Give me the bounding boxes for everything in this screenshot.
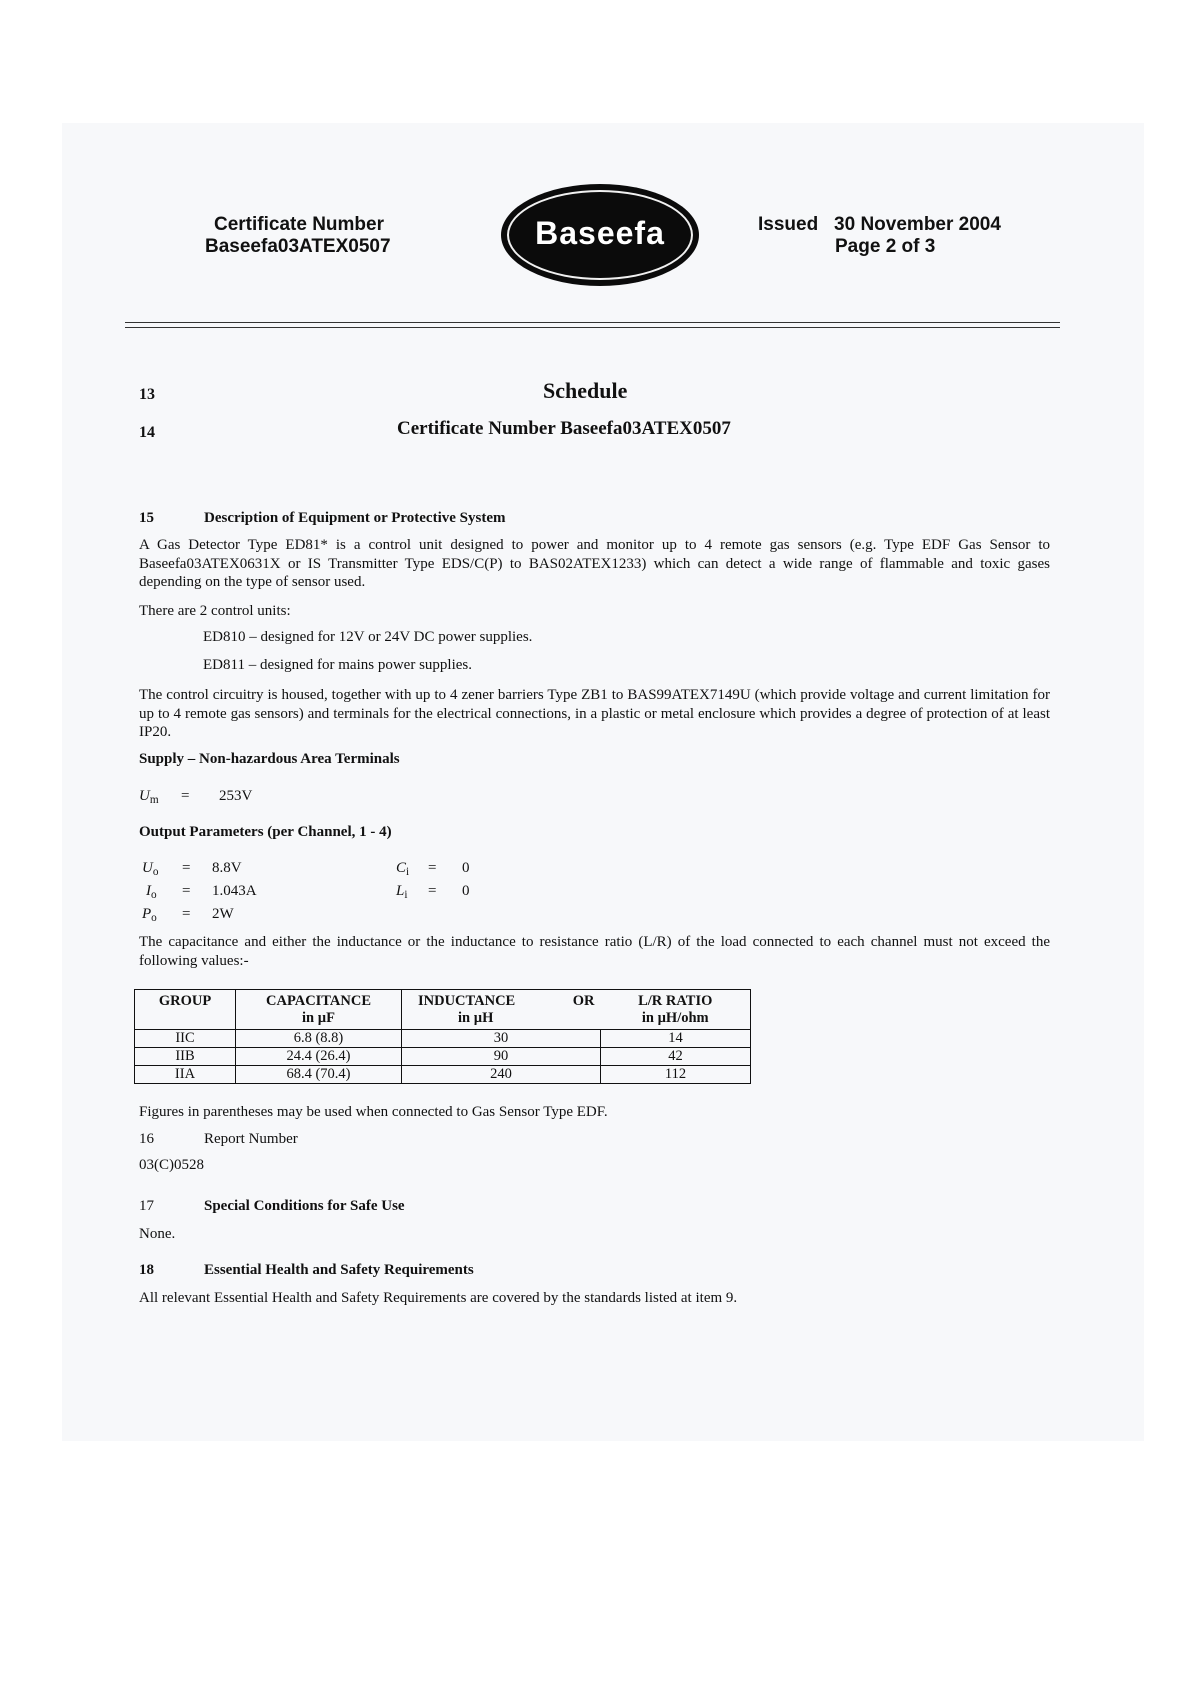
scanned-page-area [62, 123, 1144, 1441]
section-15-number: 15 [139, 510, 154, 526]
enclosure-paragraph: The control circuitry is housed, together with up to 4 zener barriers Type ZB1 to BAS99ATEX7149U (which provide voltage and current limitation for up to 4 remote gas sensors) and terminals for the electrical connections, in a plastic or metal enclosure which provides a degree of protection of at least IP20. [139, 687, 1050, 740]
section-16-number: 16 [139, 1131, 154, 1147]
um-symbol: U [139, 788, 150, 804]
um-value: 253V [219, 788, 253, 804]
supply-heading: Supply – Non-hazardous Area Terminals [139, 751, 400, 767]
table-row: IIC 6.8 (8.8) 30 14 [135, 1030, 751, 1048]
um-subscript: m [149, 793, 159, 806]
baseefa-logo [501, 184, 699, 286]
param-li: $L_i = 0$ [396, 882, 470, 901]
section-18-heading: Essential Health and Safety Requirements [204, 1262, 474, 1278]
item-number-13: 13 [139, 386, 155, 403]
control-units-intro: There are 2 control units: [139, 603, 291, 619]
section-18-number: 18 [139, 1262, 154, 1278]
schedule-title: Schedule [543, 378, 628, 403]
parentheses-note: Figures in parentheses may be used when connected to Gas Sensor Type EDF. [139, 1104, 608, 1120]
param-io: $I_o = 1.043A$ [146, 882, 257, 901]
issued-line [758, 214, 1001, 236]
section-16-heading: Report Number [204, 1131, 298, 1147]
control-unit-ed811: ED811 – designed for mains power supplies. [203, 657, 472, 673]
page-indicator: Page 2 of 3 [835, 236, 936, 257]
output-parameters-heading: Output Parameters (per Channel, 1 - 4) [139, 824, 392, 840]
special-conditions-value: None. [139, 1226, 176, 1242]
certificate-number-label: Certificate Number [214, 214, 384, 235]
header-group: GROUP [135, 990, 236, 1030]
description-paragraph: A Gas Detector Type ED81* is a control unit designed to power and monitor up to 4 remote gas sensors (e.g. Type EDF Gas Sensor to Baseefa03ATEX0631X or IS Transmitter Type EDS/C(P) to BAS02ATEX1233) which can detect a wide range of flammable and toxic gases depending on the type of sensor used. [139, 537, 1050, 590]
table-header-row [135, 990, 751, 1030]
section-17-number: 17 [139, 1198, 154, 1214]
header-lr-ratio: L/R RATIO in µH/ohm [601, 990, 751, 1030]
ehsr-statement: All relevant Essential Health and Safety Requirements are covered by the standards listed at item 9. [139, 1290, 738, 1306]
schedule-subtitle: Certificate Number Baseefa03ATEX0507 [397, 418, 731, 439]
control-unit-ed810: ED810 – designed for 12V or 24V DC power supplies. [203, 629, 533, 645]
item-number-14: 14 [139, 424, 155, 441]
header-inductance: INDUCTANCE in µH OR [402, 990, 601, 1030]
section-17-heading: Special Conditions for Safe Use [204, 1198, 405, 1214]
load-limits-table [134, 989, 751, 1084]
report-number: 03(C)0528 [139, 1157, 204, 1173]
um-parameter [139, 788, 252, 806]
header-rule-bottom [125, 327, 1060, 328]
section-15-heading: Description of Equipment or Protective System [204, 510, 506, 526]
param-ci: $C_i = 0$ [396, 860, 470, 878]
table-row: IIA 68.4 (70.4) 240 112 [135, 1066, 751, 1084]
header-or: OR [572, 993, 595, 1009]
table-row: IIB 24.4 (26.4) 90 42 [135, 1048, 751, 1066]
param-uo: $U_o = 8.8V$ [142, 860, 242, 878]
issued-label: Issued [758, 214, 819, 235]
issued-date: 30 November 2004 [834, 214, 1001, 235]
logo-text: Baseefa [535, 215, 665, 251]
param-po: $P_o = 2W$ [142, 905, 234, 924]
output-params-right [396, 859, 470, 905]
certificate-number-value: Baseefa03ATEX0507 [205, 236, 391, 257]
load-limits-paragraph: The capacitance and either the inductance or the inductance to resistance ratio (L/R) of the load connected to each channel must not exceed the following values:- [139, 934, 1050, 969]
header-capacitance: CAPACITANCE in µF [236, 990, 402, 1030]
output-params-left [142, 859, 257, 927]
header-rule-top [125, 322, 1060, 323]
um-equals: = [181, 788, 190, 804]
